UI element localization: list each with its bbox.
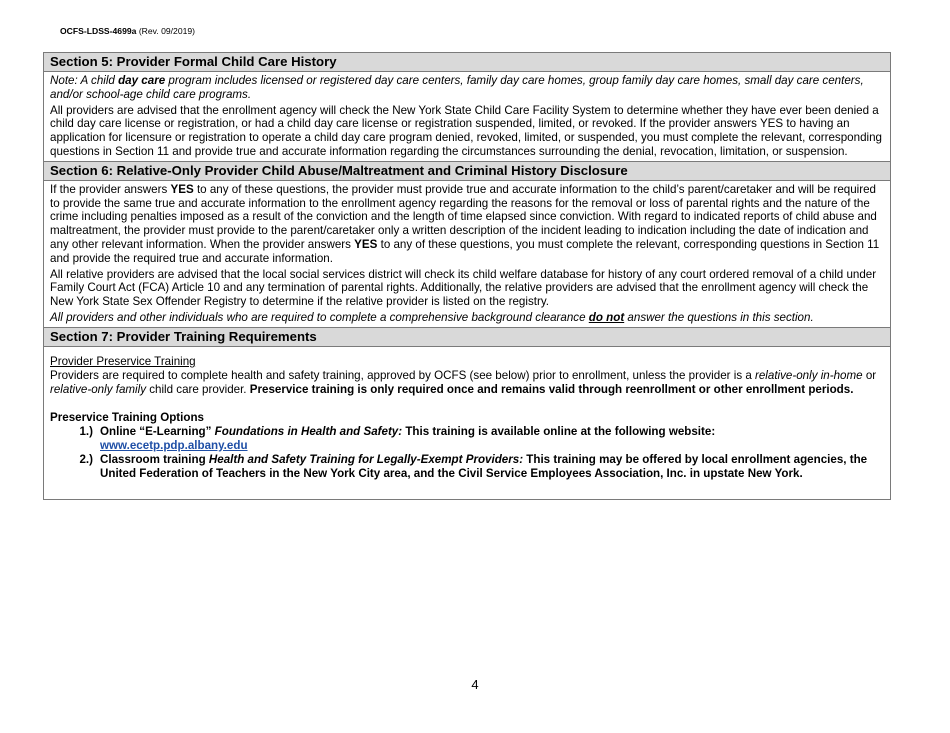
training-website-link[interactable]: www.ecetp.pdp.albany.edu [100,438,248,452]
section-7-body [44,347,890,499]
option-number: 2.) [79,452,93,466]
training-options-list [50,425,884,481]
training-option-2 [50,453,884,481]
option-text: Classroom training Health and Safety Training for Legally-Exempt Providers: This training may be offered by local enrollment agencies, the United Federation of Teachers in the New York City area, and the Civil Service Employees Association, Inc. in upstate New York. [100,452,868,480]
section-6-paragraph-3: All providers and other individuals who are required to complete a comprehensive background clearance do not answer the questions in this section. [50,310,814,324]
section-7-heading: Section 7: Provider Training Requirements [44,327,890,347]
section-6-heading: Section 6: Relative-Only Provider Child Abuse/Maltreatment and Criminal History Disclosure [44,161,890,181]
page-number: 4 [471,677,479,692]
section-5-body: All providers are advised that the enrollment agency will check the New York State Child Care Facility System to determine whether they have ever been denied a child day care license or registration, or had a child day care license or registration suspended, limited, or revoked. If the provider answers YES to having an application for licensure or registration to operate a child day care program denied, revoked, limited, or suspended, you must complete the relevant, corresponding questions in Section 11 and provide true and accurate information regarding the circumstances surrounding the denial, revocation, limitation, or suspension. [50,103,882,158]
form-document [43,52,891,500]
section-5-note: Note: A child day care program includes licensed or registered day care centers, family day care homes, group family day care homes, small day care centers, and/or school-age child care programs. [50,74,864,101]
preservice-subheading: Provider Preservice Training [50,354,196,368]
section-6-paragraph-2: All relative providers are advised that the local social services district will check its child welfare database for history of any court ordered removal of a child under Family Court Act (FCA) Article 10 and any termination of parental rights. Additionally, the relative providers are advised that the enrollment agency will check the New York State Sex Offender Registry to determine if the relative provider is listed on the registry. [50,267,877,309]
form-revision: (Rev. 09/2019) [138,26,196,36]
training-option-1 [50,425,884,453]
training-options-heading: Preservice Training Options [50,410,204,424]
option-text: Online “E-Learning” Foundations in Health and Safety: This training is available online at the following website: www.ecetp.pdp.albany.edu [100,424,716,452]
form-code: OCFS-LDSS-4699a [60,26,137,36]
section-6-paragraph-1: If the provider answers YES to any of these questions, the provider must provide true and accurate information to the child’s parent/caretaker and will be required to provide the same true and accurate information to the enrollment agency regarding the reasons for the removal or loss of parental rights and the nature of the crime including penalties imposed as a result of the conviction and the length of time elapsed since conviction. With regard to indicated reports of child abuse and maltreatment, the provider must provide to the parent/caretaker only a written description of the incident leading to indication including the date of indication and any other relevant information. When the provider answers YES to any of these questions, you must complete the relevant, corresponding questions in Section 11 and provide the required true and accurate information. [50,182,880,265]
preservice-paragraph: Providers are required to complete health and safety training, approved by OCFS (see below) prior to enrollment, unless the provider is a relative-only in-home or relative-only family child care provider. Preservice training is only required once and remains valid through reenrollment or other enrollment periods. [50,368,877,396]
form-identifier [60,26,195,36]
option-number: 1.) [79,424,93,438]
section-5-heading: Section 5: Provider Formal Child Care History [44,53,890,72]
